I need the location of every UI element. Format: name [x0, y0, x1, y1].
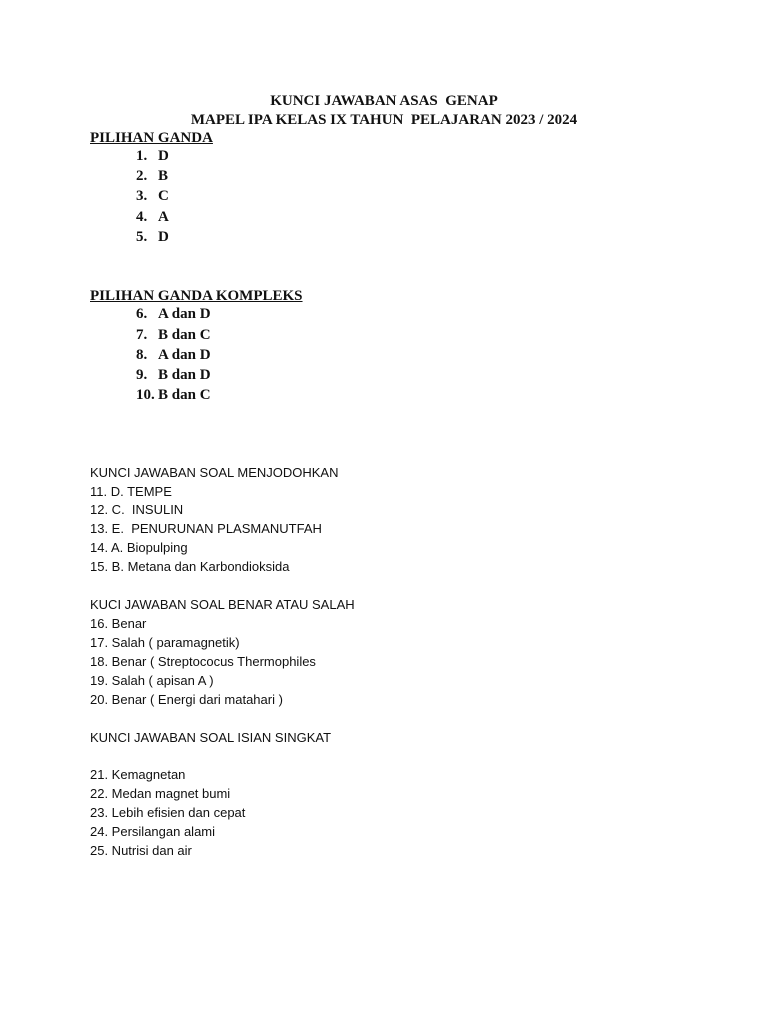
- section-heading-pilihan-ganda: PILIHAN GANDA: [90, 130, 213, 146]
- list-item: 5. D: [136, 229, 169, 245]
- document-title: KUNCI JAWABAN ASAS GENAP: [270, 93, 498, 109]
- list-item: 7. B dan C: [136, 327, 211, 343]
- list-item: 21. Kemagnetan: [90, 767, 186, 782]
- list-item: 10. B dan C: [136, 387, 211, 403]
- list-item: 3. C: [136, 188, 169, 204]
- list-item: 17. Salah ( paramagnetik): [90, 635, 240, 650]
- section-heading-menjodohkan: KUNCI JAWABAN SOAL MENJODOHKAN: [90, 465, 339, 480]
- list-item: 15. B. Metana dan Karbondioksida: [90, 559, 290, 574]
- list-item: 6. A dan D: [136, 306, 211, 322]
- list-item: 20. Benar ( Energi dari matahari ): [90, 692, 283, 707]
- list-item: 25. Nutrisi dan air: [90, 843, 192, 858]
- list-item: 2. B: [136, 168, 169, 184]
- list-item: 4. A: [136, 209, 169, 225]
- section-heading-benar-salah: KUCI JAWABAN SOAL BENAR ATAU SALAH: [90, 597, 355, 612]
- section-heading-isian-singkat: KUNCI JAWABAN SOAL ISIAN SINGKAT: [90, 730, 332, 745]
- list-item: 22. Medan magnet bumi: [90, 786, 231, 801]
- list-item: 24. Persilangan alami: [90, 824, 216, 839]
- list-item: 18. Benar ( Streptococus Thermophiles: [90, 654, 316, 669]
- list-item: 23. Lebih efisien dan cepat: [90, 805, 246, 820]
- list-item: 16. Benar: [90, 616, 147, 631]
- document-subtitle: MAPEL IPA KELAS IX TAHUN PELAJARAN 2023 / 2024: [190, 112, 578, 128]
- list-item: 12. C. INSULIN: [90, 502, 184, 517]
- list-item: 1. D: [136, 148, 169, 164]
- list-item: 13. E. PENURUNAN PLASMANUTFAH: [90, 521, 322, 536]
- list-item: 14. A. Biopulping: [90, 540, 188, 555]
- list-item: 11. D. TEMPE: [90, 484, 172, 499]
- section-heading-pilihan-ganda-kompleks: PILIHAN GANDA KOMPLEKS: [90, 288, 303, 304]
- list-item: 9. B dan D: [136, 367, 211, 383]
- list-item: 8. A dan D: [136, 347, 211, 363]
- list-item: 19. Salah ( apisan A ): [90, 673, 214, 688]
